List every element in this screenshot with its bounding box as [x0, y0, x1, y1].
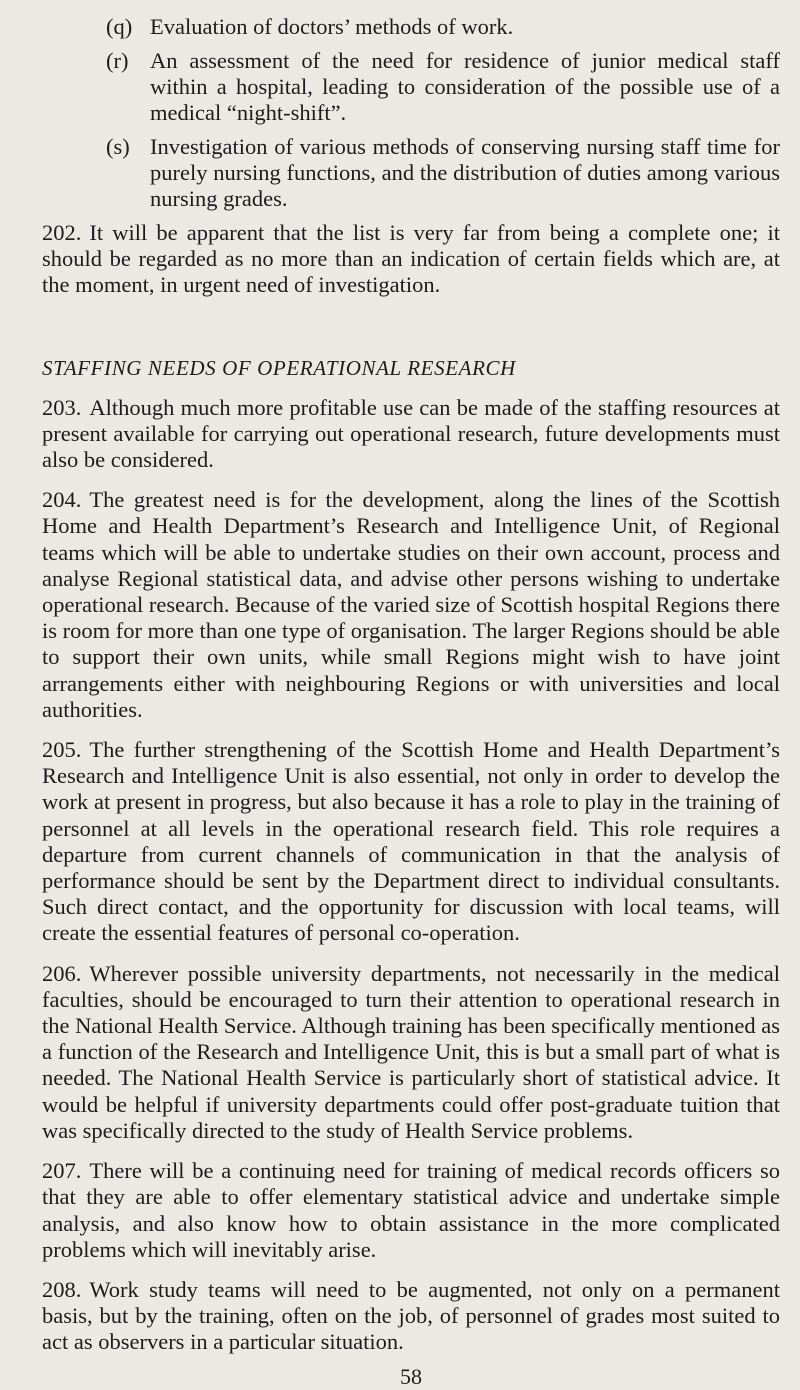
page-number: 58: [400, 1363, 422, 1389]
paragraph-text: Work study teams will need to be augmented, not only on a permanent basis, but by the training, often on the job, of personnel of grades most suited to act as observers in a particular situation.: [42, 1276, 780, 1355]
list-item: [42, 14, 780, 40]
list-marker: (r): [106, 48, 129, 73]
paragraph-202: [42, 220, 780, 299]
list-item: [42, 134, 780, 212]
list-item-text: An assessment of the need for residence of junior medical staff within a hospital, leading to consideration of the possible use of a medical “night-shift”.: [150, 48, 780, 125]
paragraph-number: 207.: [42, 1158, 82, 1184]
list-item-text: Evaluation of doctors’ methods of work.: [150, 14, 514, 39]
paragraph-number: 204.: [42, 487, 82, 513]
paragraph-number: 208.: [42, 1276, 82, 1302]
paragraph-number: 206.: [42, 960, 82, 986]
recommendation-list: [42, 14, 780, 212]
paragraph-206: [42, 961, 780, 1144]
paragraph-204: [42, 487, 780, 723]
section-heading: STAFFING NEEDS OF OPERATIONAL RESEARCH: [42, 355, 516, 380]
paragraph-text: Wherever possible university departments, not necessarily in the medical faculties, should be encouraged to turn their attention to operational research in the National Health Service. Although training has been specifically mentioned as a function of the Research and Intelligence Unit, this is but a small part of what is needed. The National Health Service is particularly short of statistical advice. It would be helpful if university departments could offer post-graduate tuition that was specifically directed to the study of Health Service problems.: [42, 960, 780, 1143]
paragraph-text: It will be apparent that the list is very far from being a complete one; it should be regarded as no more than an indication of certain fields which are, at the moment, in urgent need of investigation.: [42, 220, 780, 298]
paragraph-text: The greatest need is for the development, along the lines of the Scottish Home and Health Department’s Research and Intelligence Unit, of Regional teams which will be able to undertake studies on their own account, process and analyse Regional statistical data, and advise other persons wishing to undertake operational research. Because of the varied size of Scottish hospital Regions there is room for more than one type of organisation. The larger Regions should be able to support their own units, while small Regions might wish to have joint arrangements either with neighbouring Regions or with universities and local authorities.: [42, 487, 780, 722]
paragraph-number: 203.: [42, 394, 82, 420]
paragraph-text: There will be a continuing need for training of medical records officers so that they are able to offer elementary statistical advice and undertake simple analysis, and also know how to obtain assistance in the more complicated problems which will inevitably arise.: [42, 1158, 780, 1262]
paragraph-text: Although much more profitable use can be made of the staffing resources at present available for carrying out operational research, future developments must also be considered.: [42, 394, 780, 473]
list-item-text: Investigation of various methods of conserving nursing staff time for purely nursing functions, and the distribution of duties among various nursing grades.: [150, 134, 780, 211]
list-marker: (q): [106, 14, 133, 39]
paragraph-number: 205.: [42, 737, 82, 763]
list-item: [42, 48, 780, 126]
paragraph-text: The further strengthening of the Scottish Home and Health Department’s Research and Intelligence Unit is also essential, not only in order to develop the work at present in progress, but also because it has a role to play in the training of personnel at all levels in the operational research field. This role requires a departure from current channels of communication in that the analysis of performance should be sent by the Department direct to individual consultants. Such direct contact, and the opportunity for discussion with local teams, will create the essential features of personal co-operation.: [42, 737, 780, 946]
paragraph-number: 202.: [42, 220, 82, 245]
paragraph-208: [42, 1277, 780, 1356]
paragraph-203: [42, 395, 780, 474]
paragraph-205: [42, 737, 780, 947]
list-marker: (s): [106, 134, 130, 159]
paragraph-207: [42, 1158, 780, 1263]
